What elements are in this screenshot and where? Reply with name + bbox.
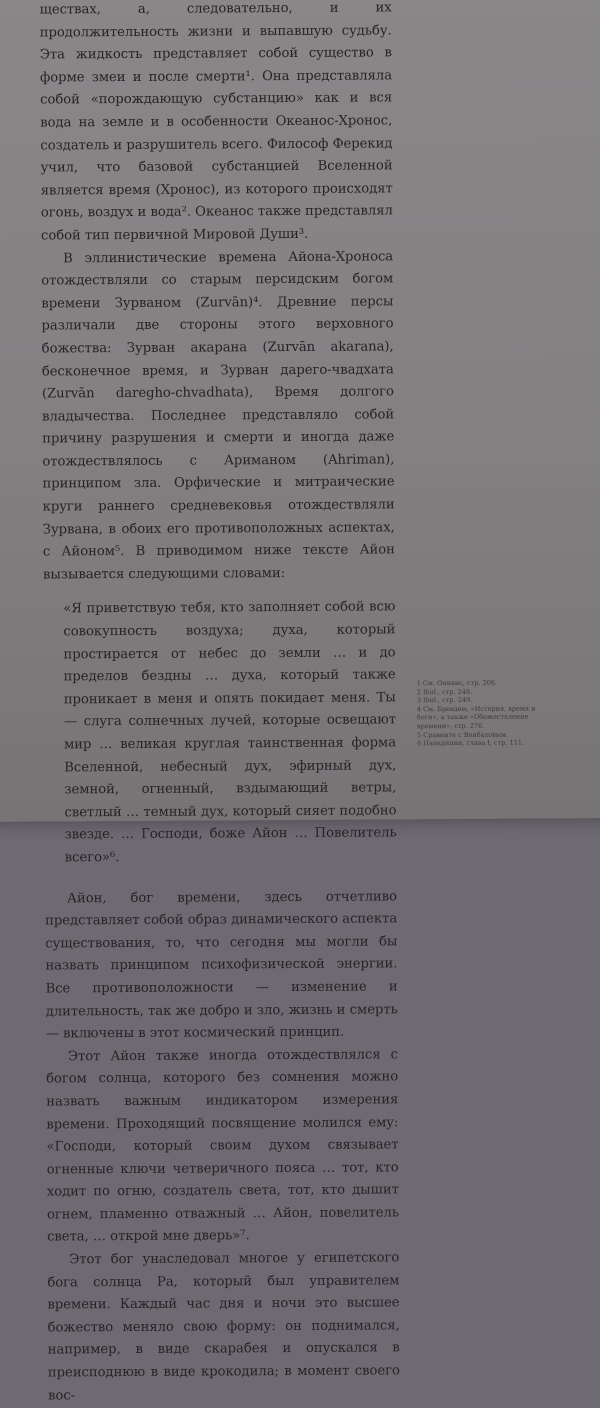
footnote-4: 4 См. Бревдем, «История, время и боги», а также «Обожествление времени», стр. 276.: [416, 704, 536, 731]
footnote-2: 2 Ibid., стр. 248.: [416, 687, 473, 696]
paragraph-1: ществах, а, следовательно, и их продолжительность жизни и выпавшую судьбу. Эта жидкость представляет собой существо в форме змеи и после смерти¹. Она представляла собой «порождающую субстанцию» как и вся вода на земле и в особенности Океанос-Хронос, создатель и разрушитель всего. Философ Ферекид учил, что базовой субстанцией Вселенной является время (Хронос), из которого происходят огонь, воздух и вода². Океанос также представлял собой тип первичной Мировой Души³.: [39, 0, 393, 244]
footnote-1: 1 См. Онианс, стр. 206.: [416, 678, 498, 688]
paragraph-4: Этот Айон также иногда отождествлялся с богом солнца, которого без сомнения можно назвать важным индикатором измерения времени. Проходящий посвящение молился ему: «Господи, который своим духом связывает огненные ключи четверичного пояса … тот, кто ходит по огню, создатель света, тот, кто дышит огнем, пламенно отважный … Айон, повелитель света, … открой мне дверь»⁷.: [46, 1047, 399, 1245]
paragraph-5: Этот бог унаследовал многое у египетского бога солнца Ра, который был управителем времени. Каждый час дня и ночи это высшее божество меняло свою форму: он поднимался, например, в виде скарабея и опускался в преисподнюю в виде крокодила; в момент своего вос-: [47, 1250, 400, 1404]
footnote-3: 3 Ibid., стр. 249.: [416, 696, 473, 705]
paragraph-3: Айон, бог времени, здесь отчетливо представляет собой образ динамического аспекта существования, то, что сегодня мы могли бы назвать принципом психофизической энергии. Все противоположности — изменение и длительность, так же добро и зло, жизнь и смерть — включены в этот космический принцип.: [45, 888, 398, 1042]
footnote-6: 6 Пападиции, глава I, стр. 111.: [417, 738, 525, 748]
footnote-5: 5 Сравните с Boнбаховым.: [416, 730, 509, 739]
paragraph-2: В эллинистические времена Айона-Хроноса отождествляли со старым персидским богом времени Зурваном (Zurvān)⁴. Древние персы различали две стороны этого верховного божества: Зурван акарана (Zurvān akarana), бесконечное время, и Зурван дарего-чвадхата (Zurvān daregho-chvadhata), Время долгого владычества. Последнее представляло собой причину разрушения и смерти и иногда даже отождествлялось с Ариманом (Ahriman), принципом зла. Орфические и митраические круги раннего средневековья отождествляли Зурвана, в обоих его противоположных аспектах, с Айоном⁵. В приводимом ниже тексте Айон вызывается следующими словами:: [41, 248, 395, 583]
footnotes: [417, 678, 537, 747]
quotation: «Я приветствую тебя, кто заполняет собой всю совокупность воздуха; духа, который простирается от небес до земли … и до пределов бездны … духа, который также проникает в меня и опять покидает меня. Ты — слуга солнечных лучей, которые освещают мир … великая круглая таинственная форма Вселенной, небесный дух, эфирный дух, земной, огненный, вздымающий ветры, светлый … темный дух, который сияет подобно звезде. … Господи, боже Айон … Повелитель всего»⁶.: [63, 599, 397, 866]
body-text: [40, 0, 401, 1408]
